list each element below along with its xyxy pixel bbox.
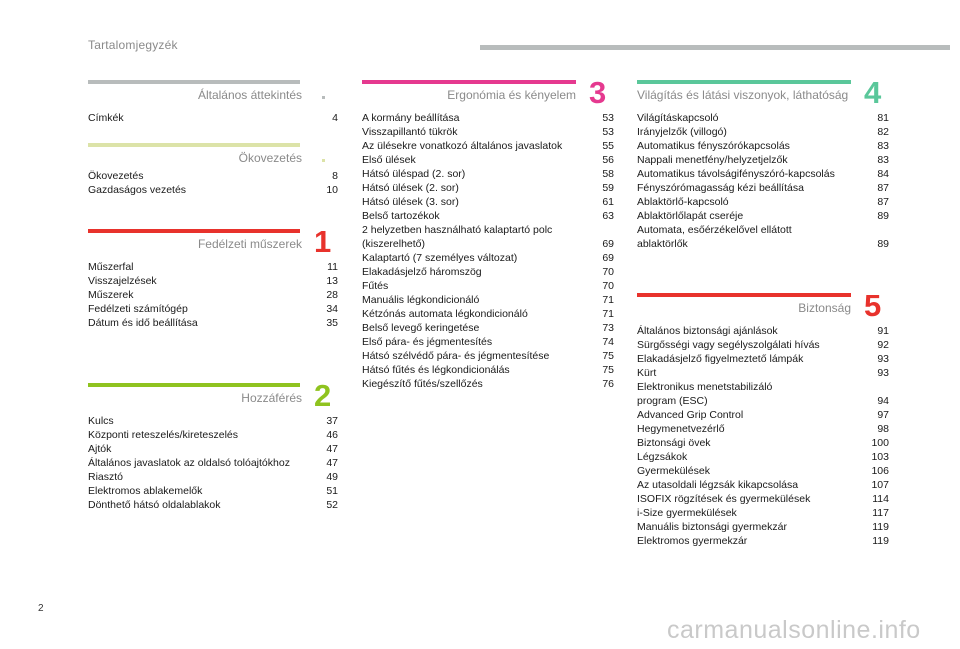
- toc-entry-label: Hátsó fűtés és légkondicionálás: [362, 364, 510, 376]
- toc-entry-label: Légzsákok: [637, 451, 688, 463]
- toc-entry-label: Általános biztonsági ajánlások: [637, 325, 778, 337]
- toc-entry-page: 93: [877, 367, 889, 379]
- toc-entry-label: Kiegészítő fűtés/szellőzés: [362, 378, 483, 390]
- toc-entry[interactable]: [637, 366, 889, 380]
- toc-entry-label: Riasztó: [88, 471, 124, 483]
- toc-entry-label: Címkék: [88, 112, 124, 124]
- toc-entry-page: 117: [872, 507, 889, 519]
- toc-entry-label: Kétzónás automata légkondicionáló: [362, 308, 528, 320]
- toc-entry[interactable]: [362, 209, 614, 223]
- toc-entry-label: Manuális légkondicionáló: [362, 294, 480, 306]
- toc-entry-label: Hátsó ülések (3. sor): [362, 196, 459, 208]
- toc-entry[interactable]: [637, 195, 889, 209]
- toc-entry-label: Advanced Grip Control: [637, 409, 744, 421]
- section-number: 4: [864, 75, 882, 110]
- toc-entry[interactable]: [637, 408, 889, 422]
- toc-entry-page: 84: [877, 168, 889, 180]
- toc-entry-page: 92: [877, 339, 889, 351]
- toc-entry[interactable]: [362, 265, 614, 279]
- toc-entry-page: 52: [326, 499, 338, 511]
- toc-entry[interactable]: [637, 534, 889, 548]
- toc-entry[interactable]: [362, 167, 614, 181]
- toc-entry-page: 56: [602, 154, 614, 166]
- watermark: carmanualsonline.info: [667, 616, 921, 644]
- toc-entry-page: 53: [602, 126, 614, 138]
- toc-entry[interactable]: [637, 464, 889, 478]
- toc-entry[interactable]: [362, 223, 614, 251]
- toc-entry[interactable]: [362, 139, 614, 153]
- toc-entry-page: 55: [602, 140, 614, 152]
- toc-entry-label: Hátsó üléspad (2. sor): [362, 168, 466, 180]
- toc-entry-label: Ajtók: [88, 443, 112, 455]
- section-bar: [88, 80, 300, 84]
- toc-entry-label: Visszapillantó tükrök: [362, 126, 458, 138]
- toc-entry[interactable]: [362, 195, 614, 209]
- toc-entry[interactable]: [637, 111, 889, 125]
- toc-entry[interactable]: [88, 442, 338, 456]
- toc-entry-label: Fűtés: [362, 280, 389, 292]
- toc-entry-label: Műszerek: [88, 289, 134, 301]
- toc-entry-page: 119: [872, 521, 889, 533]
- toc-entry-page: 82: [877, 126, 889, 138]
- toc-entry[interactable]: [637, 520, 889, 534]
- toc-entry-label: Belső levegő keringetése: [362, 322, 480, 334]
- section-bar: [88, 143, 300, 147]
- toc-entry-label: Központi reteszelés/kireteszelés: [88, 429, 238, 441]
- toc-entry[interactable]: [637, 338, 889, 352]
- toc-entry[interactable]: [637, 223, 889, 251]
- toc-entry-label: Műszerfal: [88, 261, 134, 273]
- section-number: 5: [864, 288, 882, 323]
- section-marker: [322, 96, 325, 99]
- toc-entry-label: Első ülések: [362, 154, 416, 166]
- toc-entry-label: i-Size gyermekülések: [637, 507, 737, 519]
- entries: [362, 111, 614, 391]
- toc-entry-label: Biztonsági övek: [637, 437, 711, 449]
- toc-entry-label: 2 helyzetben használható kalaptartó polc (kiszerelhető): [362, 224, 553, 250]
- toc-entry[interactable]: [637, 492, 889, 506]
- toc-entry-label: Dönthető hátsó oldalablakok: [88, 499, 221, 511]
- section-number: 2: [314, 378, 332, 413]
- toc-entry-label: Nappali menetfény/helyzetjelzők: [637, 154, 788, 166]
- section-title: Fedélzeti műszerek: [197, 237, 302, 251]
- toc-entry-page: 34: [326, 303, 338, 315]
- toc-entry[interactable]: [637, 209, 889, 223]
- section-title: Ergonómia és kényelem: [447, 88, 576, 102]
- toc-entry[interactable]: [637, 478, 889, 492]
- toc-entry-page: 89: [877, 210, 889, 222]
- section-number: 3: [589, 75, 607, 110]
- toc-entry-page: 119: [872, 535, 889, 547]
- toc-entry[interactable]: [88, 414, 338, 428]
- toc-entry-label: Elektromos gyermekzár: [637, 535, 748, 547]
- toc-entry-label: Fényszórómagasság kézi beállítása: [637, 182, 804, 194]
- toc-entry[interactable]: [362, 321, 614, 335]
- toc-entry-label: Elektronikus menetstabilizáló program (ESC): [637, 381, 773, 407]
- toc-entry-label: Elakadásjelző figyelmeztető lámpák: [637, 353, 804, 365]
- page-header-title: Tartalomjegyzék: [88, 38, 178, 52]
- entries: [88, 111, 338, 125]
- entries: [88, 414, 338, 512]
- toc-entry-page: 46: [326, 429, 338, 441]
- section-bar: [362, 80, 576, 84]
- toc-entry-page: 94: [877, 395, 889, 407]
- toc-entry-page: 76: [602, 378, 614, 390]
- toc-entry[interactable]: [362, 251, 614, 265]
- toc-entry-label: Hátsó szélvédő pára- és jégmentesítése: [362, 350, 550, 362]
- toc-entry[interactable]: [362, 307, 614, 321]
- toc-entry-page: 100: [871, 437, 889, 449]
- toc-entry-page: 8: [332, 170, 338, 182]
- toc-entry-label: Az utasoldali légzsák kikapcsolása: [637, 479, 799, 491]
- toc-entry-page: 71: [602, 294, 614, 306]
- toc-entry[interactable]: [362, 335, 614, 349]
- toc-entry-page: 13: [326, 275, 338, 287]
- toc-entry[interactable]: [637, 139, 889, 153]
- entries: [637, 324, 889, 548]
- section-marker: [322, 159, 325, 162]
- toc-entry[interactable]: [637, 125, 889, 139]
- toc-entry[interactable]: [88, 274, 338, 288]
- toc-entry[interactable]: [637, 167, 889, 181]
- section-title: Hozzáférés: [241, 391, 302, 405]
- toc-entry[interactable]: [362, 377, 614, 391]
- toc-entry[interactable]: [88, 428, 338, 442]
- section-title: Ökovezetés: [238, 151, 302, 165]
- entries: [88, 169, 338, 197]
- toc-entry-page: 71: [602, 308, 614, 320]
- toc-entry[interactable]: [88, 183, 338, 197]
- toc-entry-page: 70: [602, 266, 614, 278]
- toc-entry-page: 114: [872, 493, 889, 505]
- toc-entry-page: 81: [877, 112, 889, 124]
- toc-entry-page: 53: [602, 112, 614, 124]
- toc-entry[interactable]: [637, 436, 889, 450]
- section-title: Általános áttekintés: [197, 88, 302, 102]
- toc-entry[interactable]: [362, 181, 614, 195]
- toc-entry-page: 87: [877, 182, 889, 194]
- toc-entry-label: Első pára- és jégmentesítés: [362, 336, 493, 348]
- toc-entry-page: 97: [877, 409, 889, 421]
- toc-entry[interactable]: [637, 352, 889, 366]
- toc-entry-label: Világításkapcsoló: [637, 112, 719, 124]
- toc-entry-page: 35: [326, 317, 338, 329]
- toc-entry[interactable]: [362, 111, 614, 125]
- entries: [88, 260, 338, 330]
- toc-entry-label: Kalaptartó (7 személyes változat): [362, 252, 518, 264]
- toc-entry-page: 69: [602, 252, 614, 264]
- toc-entry-label: Automata, esőérzékelővel ellátott ablaktörlők: [637, 224, 792, 250]
- toc-entry-page: 47: [326, 457, 338, 469]
- toc-entry-label: Ökovezetés: [88, 170, 144, 182]
- toc-entry[interactable]: [637, 506, 889, 520]
- toc-entry-page: 87: [877, 196, 889, 208]
- entries: [637, 111, 889, 251]
- toc-entry-label: Ablaktörlőlapát cseréje: [637, 210, 744, 222]
- toc-entry-page: 74: [602, 336, 614, 348]
- toc-entry[interactable]: [637, 422, 889, 436]
- toc-entry-label: Irányjelzők (villogó): [637, 126, 727, 138]
- toc-entry-label: Elakadásjelző háromszög: [362, 266, 482, 278]
- toc-entry-page: 73: [602, 322, 614, 334]
- toc-entry-page: 63: [602, 210, 614, 222]
- toc-entry-page: 11: [327, 261, 338, 273]
- toc-entry-label: Manuális biztonsági gyermekzár: [637, 521, 787, 533]
- toc-entry-label: ISOFIX rögzítések és gyermekülések: [637, 493, 811, 505]
- toc-entry[interactable]: [637, 324, 889, 338]
- toc-entry-label: Gyermekülések: [637, 465, 710, 477]
- section-bar: [88, 383, 300, 387]
- toc-entry[interactable]: [88, 484, 338, 498]
- toc-entry-page: 93: [877, 353, 889, 365]
- toc-entry-page: 103: [871, 451, 889, 463]
- toc-entry-label: A kormány beállítása: [362, 112, 460, 124]
- toc-entry-label: Dátum és idő beállítása: [88, 317, 198, 329]
- toc-entry[interactable]: [637, 153, 889, 167]
- toc-entry-label: Kulcs: [88, 415, 114, 427]
- toc-entry-label: Fedélzeti számítógép: [88, 303, 188, 315]
- toc-entry-label: Általános javaslatok az oldalsó tolóajtókhoz: [88, 457, 290, 469]
- toc-entry-label: Hegymenetvezérlő: [637, 423, 725, 435]
- toc-entry-page: 59: [602, 182, 614, 194]
- toc-entry-page: 10: [326, 184, 338, 196]
- toc-entry[interactable]: [88, 288, 338, 302]
- toc-entry[interactable]: [637, 380, 889, 408]
- toc-entry-page: 69: [602, 238, 614, 250]
- toc-entry-page: 4: [332, 112, 338, 124]
- toc-entry-label: Az ülésekre vonatkozó általános javaslatok: [362, 140, 563, 152]
- toc-entry-page: 91: [877, 325, 889, 337]
- toc-entry-label: Elektromos ablakemelők: [88, 485, 203, 497]
- toc-entry[interactable]: [88, 456, 338, 470]
- toc-entry-page: 28: [326, 289, 338, 301]
- toc-entry-page: 107: [871, 479, 889, 491]
- toc-entry-page: 58: [602, 168, 614, 180]
- toc-entry[interactable]: [362, 349, 614, 363]
- toc-entry[interactable]: [362, 279, 614, 293]
- toc-entry-label: Ablaktörlő-kapcsoló: [637, 196, 729, 208]
- section-title: Biztonság: [798, 301, 851, 315]
- toc-entry[interactable]: [88, 302, 338, 316]
- toc-entry-page: 98: [877, 423, 889, 435]
- section-bar: [637, 80, 851, 84]
- toc-entry-page: 61: [602, 196, 614, 208]
- section-number: 1: [314, 224, 332, 259]
- section-title: Világítás és látási viszonyok, láthatóság: [637, 88, 849, 102]
- toc-entry-page: 106: [871, 465, 889, 477]
- section-bar: [88, 229, 300, 233]
- page-number: 2: [38, 603, 44, 614]
- toc-entry-page: 83: [877, 140, 889, 152]
- section-bar: [637, 293, 851, 297]
- toc-entry[interactable]: [88, 470, 338, 484]
- toc-entry[interactable]: [88, 111, 338, 125]
- toc-entry[interactable]: [88, 498, 338, 512]
- toc-entry[interactable]: [88, 260, 338, 274]
- toc-entry[interactable]: [88, 316, 338, 330]
- toc-entry-page: 70: [602, 280, 614, 292]
- toc-entry-label: Sürgősségi vagy segélyszolgálati hívás: [637, 339, 820, 351]
- toc-entry-label: Automatikus távolságifényszóró-kapcsolás: [637, 168, 835, 180]
- toc-entry-page: 75: [602, 350, 614, 362]
- toc-entry-label: Hátsó ülések (2. sor): [362, 182, 459, 194]
- toc-entry-page: 89: [877, 238, 889, 250]
- toc-entry-page: 83: [877, 154, 889, 166]
- toc-entry-page: 37: [326, 415, 338, 427]
- toc-entry-page: 49: [326, 471, 338, 483]
- header-bar: [480, 45, 950, 50]
- toc-entry[interactable]: [88, 169, 338, 183]
- toc-entry[interactable]: [362, 153, 614, 167]
- toc-entry-label: Automatikus fényszórókapcsolás: [637, 140, 790, 152]
- toc-entry-label: Kürt: [637, 367, 657, 379]
- toc-entry-page: 75: [602, 364, 614, 376]
- toc-entry[interactable]: [362, 363, 614, 377]
- toc-entry-page: 51: [326, 485, 338, 497]
- toc-entry[interactable]: [362, 293, 614, 307]
- toc-entry-page: 47: [326, 443, 338, 455]
- toc-entry[interactable]: [637, 181, 889, 195]
- toc-entry-label: Gazdaságos vezetés: [88, 184, 187, 196]
- toc-entry[interactable]: [362, 125, 614, 139]
- toc-entry[interactable]: [637, 450, 889, 464]
- toc-entry-label: Visszajelzések: [88, 275, 157, 287]
- toc-entry-label: Belső tartozékok: [362, 210, 440, 222]
